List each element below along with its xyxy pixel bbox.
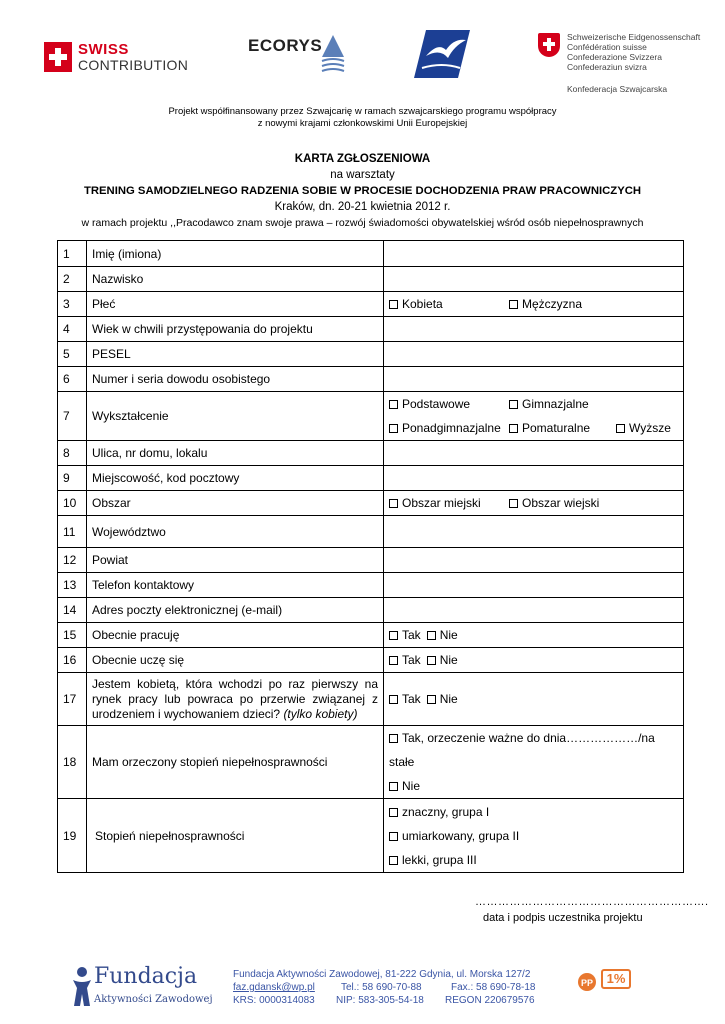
voivodeship-input[interactable]: [384, 516, 684, 548]
table-row: [58, 799, 684, 873]
row-label: Obszar: [87, 491, 384, 516]
disability-options: [384, 726, 684, 799]
option-label: Kobieta: [402, 297, 443, 311]
table-row: [58, 623, 684, 648]
row-label: Wiek w chwili przystępowania do projektu: [87, 317, 384, 342]
option-label: Nie: [439, 628, 458, 642]
row-number: 4: [58, 317, 87, 342]
table-row: [58, 367, 684, 392]
employed-options: [384, 623, 684, 648]
row-label: Województwo: [87, 516, 384, 548]
footer-contact: [233, 968, 536, 1007]
degree-mild-option[interactable]: [389, 848, 678, 872]
employed-yes-option[interactable]: [389, 628, 421, 642]
row-number: 16: [58, 648, 87, 673]
ecorys-sail-icon: [320, 33, 346, 77]
row-label: Obecnie uczę się: [87, 648, 384, 673]
option-label: Obszar miejski: [402, 496, 481, 510]
checkbox-icon: [389, 734, 398, 743]
table-row: [58, 342, 684, 367]
table-row: [58, 673, 684, 726]
footer-tel: Tel.: 58 690-70-88: [341, 982, 422, 993]
option-label: znaczny, grupa I: [402, 804, 490, 819]
row-number: 15: [58, 623, 87, 648]
education-lower-secondary-option[interactable]: [509, 397, 589, 411]
option-label: Nie: [439, 692, 458, 706]
row-number: 1: [58, 241, 87, 267]
checkbox-icon: [509, 300, 518, 309]
row-number: 8: [58, 441, 87, 466]
swiss-logo-line1: SWISS: [78, 41, 129, 58]
disability-degree-options: [384, 799, 684, 873]
education-post-secondary-option[interactable]: [509, 416, 616, 440]
row-number: 17: [58, 673, 87, 726]
swiss-confederation-logo: [538, 33, 718, 97]
last-name-input[interactable]: [384, 267, 684, 292]
pp-badge-text: PP: [580, 978, 594, 988]
checkbox-icon: [427, 695, 436, 704]
swiss-shield-icon: [538, 33, 560, 57]
disability-yes-option[interactable]: [389, 726, 678, 774]
fundacja-logo-sub: Aktywności Zawodowej: [94, 994, 213, 1005]
table-row: [58, 726, 684, 799]
row-label: [87, 799, 384, 873]
row-label: Mam orzeczony stopień niepełnosprawności: [87, 726, 384, 799]
option-label: Gimnazjalne: [522, 397, 589, 411]
footer-fax: Fax.: 58 690-78-18: [451, 982, 536, 993]
degree-severe-option[interactable]: [389, 800, 678, 824]
id-number-input[interactable]: [384, 367, 684, 392]
row-label: Adres poczty elektronicznej (e-mail): [87, 598, 384, 623]
row-label: PESEL: [87, 342, 384, 367]
checkbox-icon: [509, 400, 518, 409]
education-secondary-option[interactable]: [389, 416, 509, 440]
confederation-polish: Konfederacja Szwajcarska: [567, 84, 668, 94]
pesel-input[interactable]: [384, 342, 684, 367]
option-label: Pomaturalne: [522, 421, 591, 435]
returning-yes-option[interactable]: [389, 692, 421, 706]
row-label: Powiat: [87, 548, 384, 573]
street-input[interactable]: [384, 441, 684, 466]
table-row: [58, 598, 684, 623]
cofinance-line1: Projekt współfinansowany przez Szwajcarię w ramach szwajcarskiego programu współpracy: [168, 106, 557, 117]
education-primary-option[interactable]: [389, 392, 509, 416]
table-row: [58, 392, 684, 441]
table-row: [58, 573, 684, 598]
registration-form-table: [57, 240, 684, 873]
table-row: [58, 267, 684, 292]
row-number: 12: [58, 548, 87, 573]
table-row: [58, 548, 684, 573]
area-rural-option[interactable]: [509, 496, 599, 510]
checkbox-icon: [389, 300, 398, 309]
row-number: 11: [58, 516, 87, 548]
table-row: [58, 292, 684, 317]
area-urban-option[interactable]: [389, 496, 509, 510]
row-number: 5: [58, 342, 87, 367]
table-row: [58, 441, 684, 466]
checkbox-icon: [509, 499, 518, 508]
checkbox-icon: [389, 631, 398, 640]
gender-options: [384, 292, 684, 317]
row-label: Płeć: [87, 292, 384, 317]
row-number: 9: [58, 466, 87, 491]
age-input[interactable]: [384, 317, 684, 342]
option-label: Tak: [402, 653, 421, 667]
option-label: umiarkowany, grupa II: [402, 828, 520, 843]
row-number: 2: [58, 267, 87, 292]
option-label: Obszar wiejski: [522, 496, 600, 510]
fundacja-logo: [70, 964, 213, 1010]
option-label: Nie: [402, 779, 421, 793]
checkbox-icon: [427, 656, 436, 665]
area-options: [384, 491, 684, 516]
workshop-title: TRENING SAMODZIELNEGO RADZENIA SOBIE W PROCESIE DOCHODZENIA PRAW PRACOWNICZYCH: [83, 185, 642, 197]
row-number: 18: [58, 726, 87, 799]
signature-label: data i podpis uczestnika projektu: [483, 912, 643, 924]
signature-line[interactable]: …………………………………………………….: [475, 896, 709, 908]
checkbox-icon: [389, 499, 398, 508]
confederation-names: [567, 32, 700, 72]
footer-address: Fundacja Aktywności Zawodowej, 81-222 Gdynia, ul. Morska 127/2: [233, 969, 531, 980]
footer-regon: REGON 220679576: [445, 995, 535, 1006]
education-options: [384, 392, 684, 441]
conf-line: Confédération suisse: [567, 42, 647, 52]
option-label: Tak: [402, 628, 421, 642]
row-number: 10: [58, 491, 87, 516]
studying-yes-option[interactable]: [389, 653, 421, 667]
footer-email-link[interactable]: faz.gdansk@wp.pl: [233, 982, 315, 993]
gender-female-option[interactable]: [389, 297, 509, 311]
phone-input[interactable]: [384, 573, 684, 598]
checkbox-icon: [389, 400, 398, 409]
row-number: 13: [58, 573, 87, 598]
returning-women-question: Jestem kobietą, która wchodzi po raz pierwszy na rynek pracy lub powraca po przerwie związanej z urodzeniem i wychowaniem dzieci?: [92, 676, 378, 721]
checkbox-icon: [427, 631, 436, 640]
row-label: Nazwisko: [87, 267, 384, 292]
table-row: [58, 466, 684, 491]
page-title: KARTA ZGŁOSZENIOWA: [294, 153, 431, 165]
email-input[interactable]: [384, 598, 684, 623]
table-row: [58, 516, 684, 548]
checkbox-icon: [389, 424, 398, 433]
option-label: Mężczyzna: [522, 297, 583, 311]
option-label: Tak, orzeczenie ważne do dnia………………/na stałe: [389, 731, 655, 769]
checkbox-icon: [389, 856, 398, 865]
ecorys-logo: [248, 33, 348, 77]
row-number: 7: [58, 392, 87, 441]
row-number: 14: [58, 598, 87, 623]
checkbox-icon: [389, 656, 398, 665]
row-number: 3: [58, 292, 87, 317]
option-label: lekki, grupa III: [402, 852, 477, 867]
option-label: Nie: [439, 653, 458, 667]
row-label: Ulica, nr domu, lokalu: [87, 441, 384, 466]
footer-krs: KRS: 0000314083: [233, 995, 315, 1006]
row-label: [87, 673, 384, 726]
project-name: w ramach projektu ,,Pracodawco znam swoje prawa – rozwój świadomości obywatelskiej wśród osób niepełnosprawnych: [81, 217, 644, 229]
returning-women-options: [384, 673, 684, 726]
table-row: [58, 241, 684, 267]
checkbox-icon: [616, 424, 625, 433]
row-label: Numer i seria dowodu osobistego: [87, 367, 384, 392]
table-row: [58, 491, 684, 516]
fundacja-logo-name: Fundacja: [94, 964, 198, 989]
option-label: Tak: [402, 692, 421, 706]
checkbox-icon: [389, 695, 398, 704]
checkbox-icon: [509, 424, 518, 433]
city-postcode-input[interactable]: [384, 466, 684, 491]
pp-badge-icon: [577, 972, 597, 992]
option-label: Wyższe: [629, 421, 671, 435]
row-label: Wykształcenie: [87, 392, 384, 441]
employed-no-option[interactable]: [427, 628, 458, 642]
degree-moderate-option[interactable]: [389, 824, 678, 848]
checkbox-icon: [389, 832, 398, 841]
table-row: [58, 317, 684, 342]
table-row: [58, 648, 684, 673]
cofinance-line2: z nowymi krajami członkowskimi Unii Europejskiej: [257, 118, 468, 129]
education-higher-option[interactable]: [616, 421, 671, 435]
row-number: 6: [58, 367, 87, 392]
district-input[interactable]: [384, 548, 684, 573]
row-label: Miejscowość, kod pocztowy: [87, 466, 384, 491]
page-subtitle: na warsztaty: [330, 169, 395, 181]
row-number: 19: [58, 799, 87, 873]
conf-line: Confederazione Svizzera: [567, 52, 662, 62]
women-only-note: (tylko kobiety): [283, 706, 358, 721]
person-figure-icon: [70, 966, 94, 1010]
disability-no-option[interactable]: [389, 774, 678, 798]
first-name-input[interactable]: [384, 241, 684, 267]
checkbox-icon: [389, 782, 398, 791]
conf-line: Schweizerische Eidgenossenschaft: [567, 32, 701, 42]
seagull-emblem-icon: [412, 28, 472, 84]
checkbox-icon: [389, 808, 398, 817]
swiss-cross-icon: [44, 42, 72, 72]
option-label: Ponadgimnazjalne: [402, 421, 501, 435]
studying-options: [384, 648, 684, 673]
row-label: Obecnie pracuję: [87, 623, 384, 648]
one-percent-badge: 1%: [601, 969, 631, 989]
studying-no-option[interactable]: [427, 653, 458, 667]
gender-male-option[interactable]: [509, 297, 582, 311]
conf-line: Confederaziun svizra: [567, 62, 647, 72]
ecorys-logo-text: ECORYS: [248, 36, 323, 55]
footer-row: [233, 981, 536, 994]
row-label: Telefon kontaktowy: [87, 573, 384, 598]
disability-degree-label: Stopień niepełnosprawności: [95, 828, 245, 843]
swiss-contribution-logo: [44, 42, 189, 76]
returning-no-option[interactable]: [427, 692, 458, 706]
swiss-logo-line2: CONTRIBUTION: [78, 57, 189, 73]
row-label: Imię (imiona): [87, 241, 384, 267]
footer-nip: NIP: 583-305-54-18: [336, 995, 424, 1006]
footer-row: [233, 994, 536, 1007]
place-date: Kraków, dn. 20-21 kwietnia 2012 r.: [274, 201, 451, 213]
option-label: Podstawowe: [402, 397, 471, 411]
